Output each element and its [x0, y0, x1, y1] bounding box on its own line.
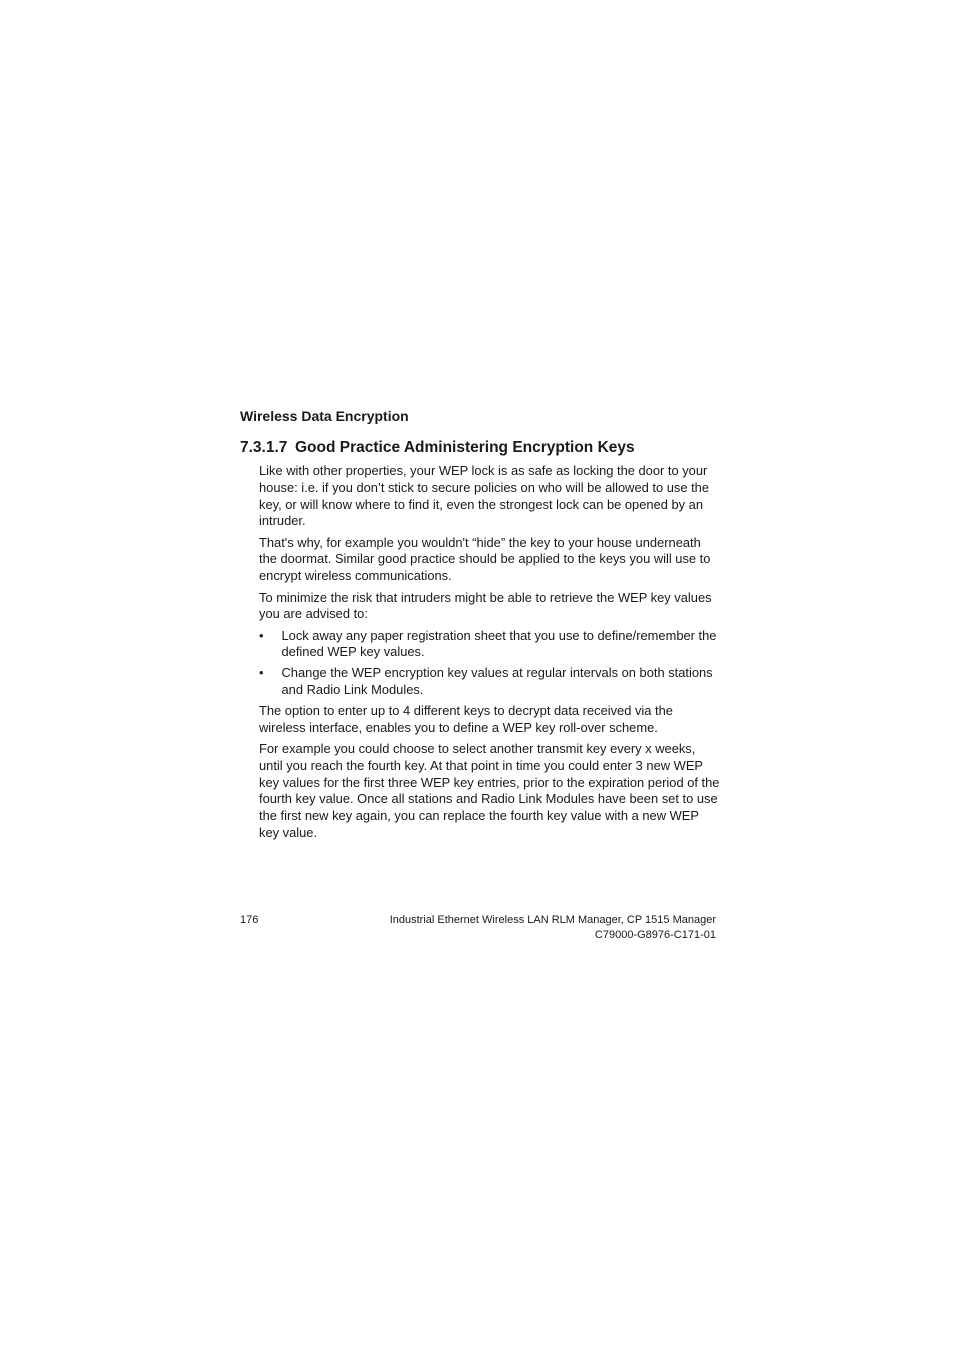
paragraph: For example you could choose to select another transmit key every x weeks, until you reach the fourth key. At that point in time you could enter 3 new WEP key values for the first three WEP key entries, prior to the expiration period of the fourth key value. Once all stations and Radio Link Modules have been set to use the first new key again, you can replace the fourth key value with a new WEP key value. [259, 740, 720, 840]
body-text [259, 463, 721, 846]
list-item [259, 628, 721, 662]
page-number: 176 [240, 914, 259, 926]
list-item-text: Change the WEP encryption key values at regular intervals on both stations and Radio Link Modules. [281, 664, 713, 697]
paragraph: The option to enter up to 4 different keys to decrypt data received via the wireless interface, enables you to define a WEP key roll-over scheme. [259, 702, 673, 735]
paragraph: To minimize the risk that intruders might be able to retrieve the WEP key values you are advised to: [259, 589, 712, 622]
bullet-icon: • [259, 627, 264, 643]
list-item-text: Lock away any paper registration sheet that you use to define/remember the defined WEP key values. [281, 627, 717, 660]
paragraph: Like with other properties, your WEP lock is as safe as locking the door to your house: i.e. if you don’t stick to secure policies on who will be allowed to use the key, or will know where to find it, even the strongest lock can be opened by an intruder. [259, 463, 709, 529]
bullet-icon: • [259, 664, 264, 680]
list-item [259, 665, 721, 699]
section-title: Good Practice Administering Encryption Keys [295, 439, 635, 456]
section-number: 7.3.1.7 [240, 439, 288, 456]
footer-product: Industrial Ethernet Wireless LAN RLM Manager, CP 1515 Manager [389, 914, 716, 926]
footer-info [390, 913, 716, 943]
bullet-list [259, 628, 721, 699]
section-heading [240, 437, 635, 459]
footer-document-id: C79000-G8976-C171-01 [594, 929, 716, 941]
paragraph: That's why, for example you wouldn't “hide” the key to your house underneath the doormat. Similar good practice should be applied to the keys you will use to encrypt wireless communications. [259, 534, 711, 584]
running-header: Wireless Data Encryption [240, 408, 409, 424]
